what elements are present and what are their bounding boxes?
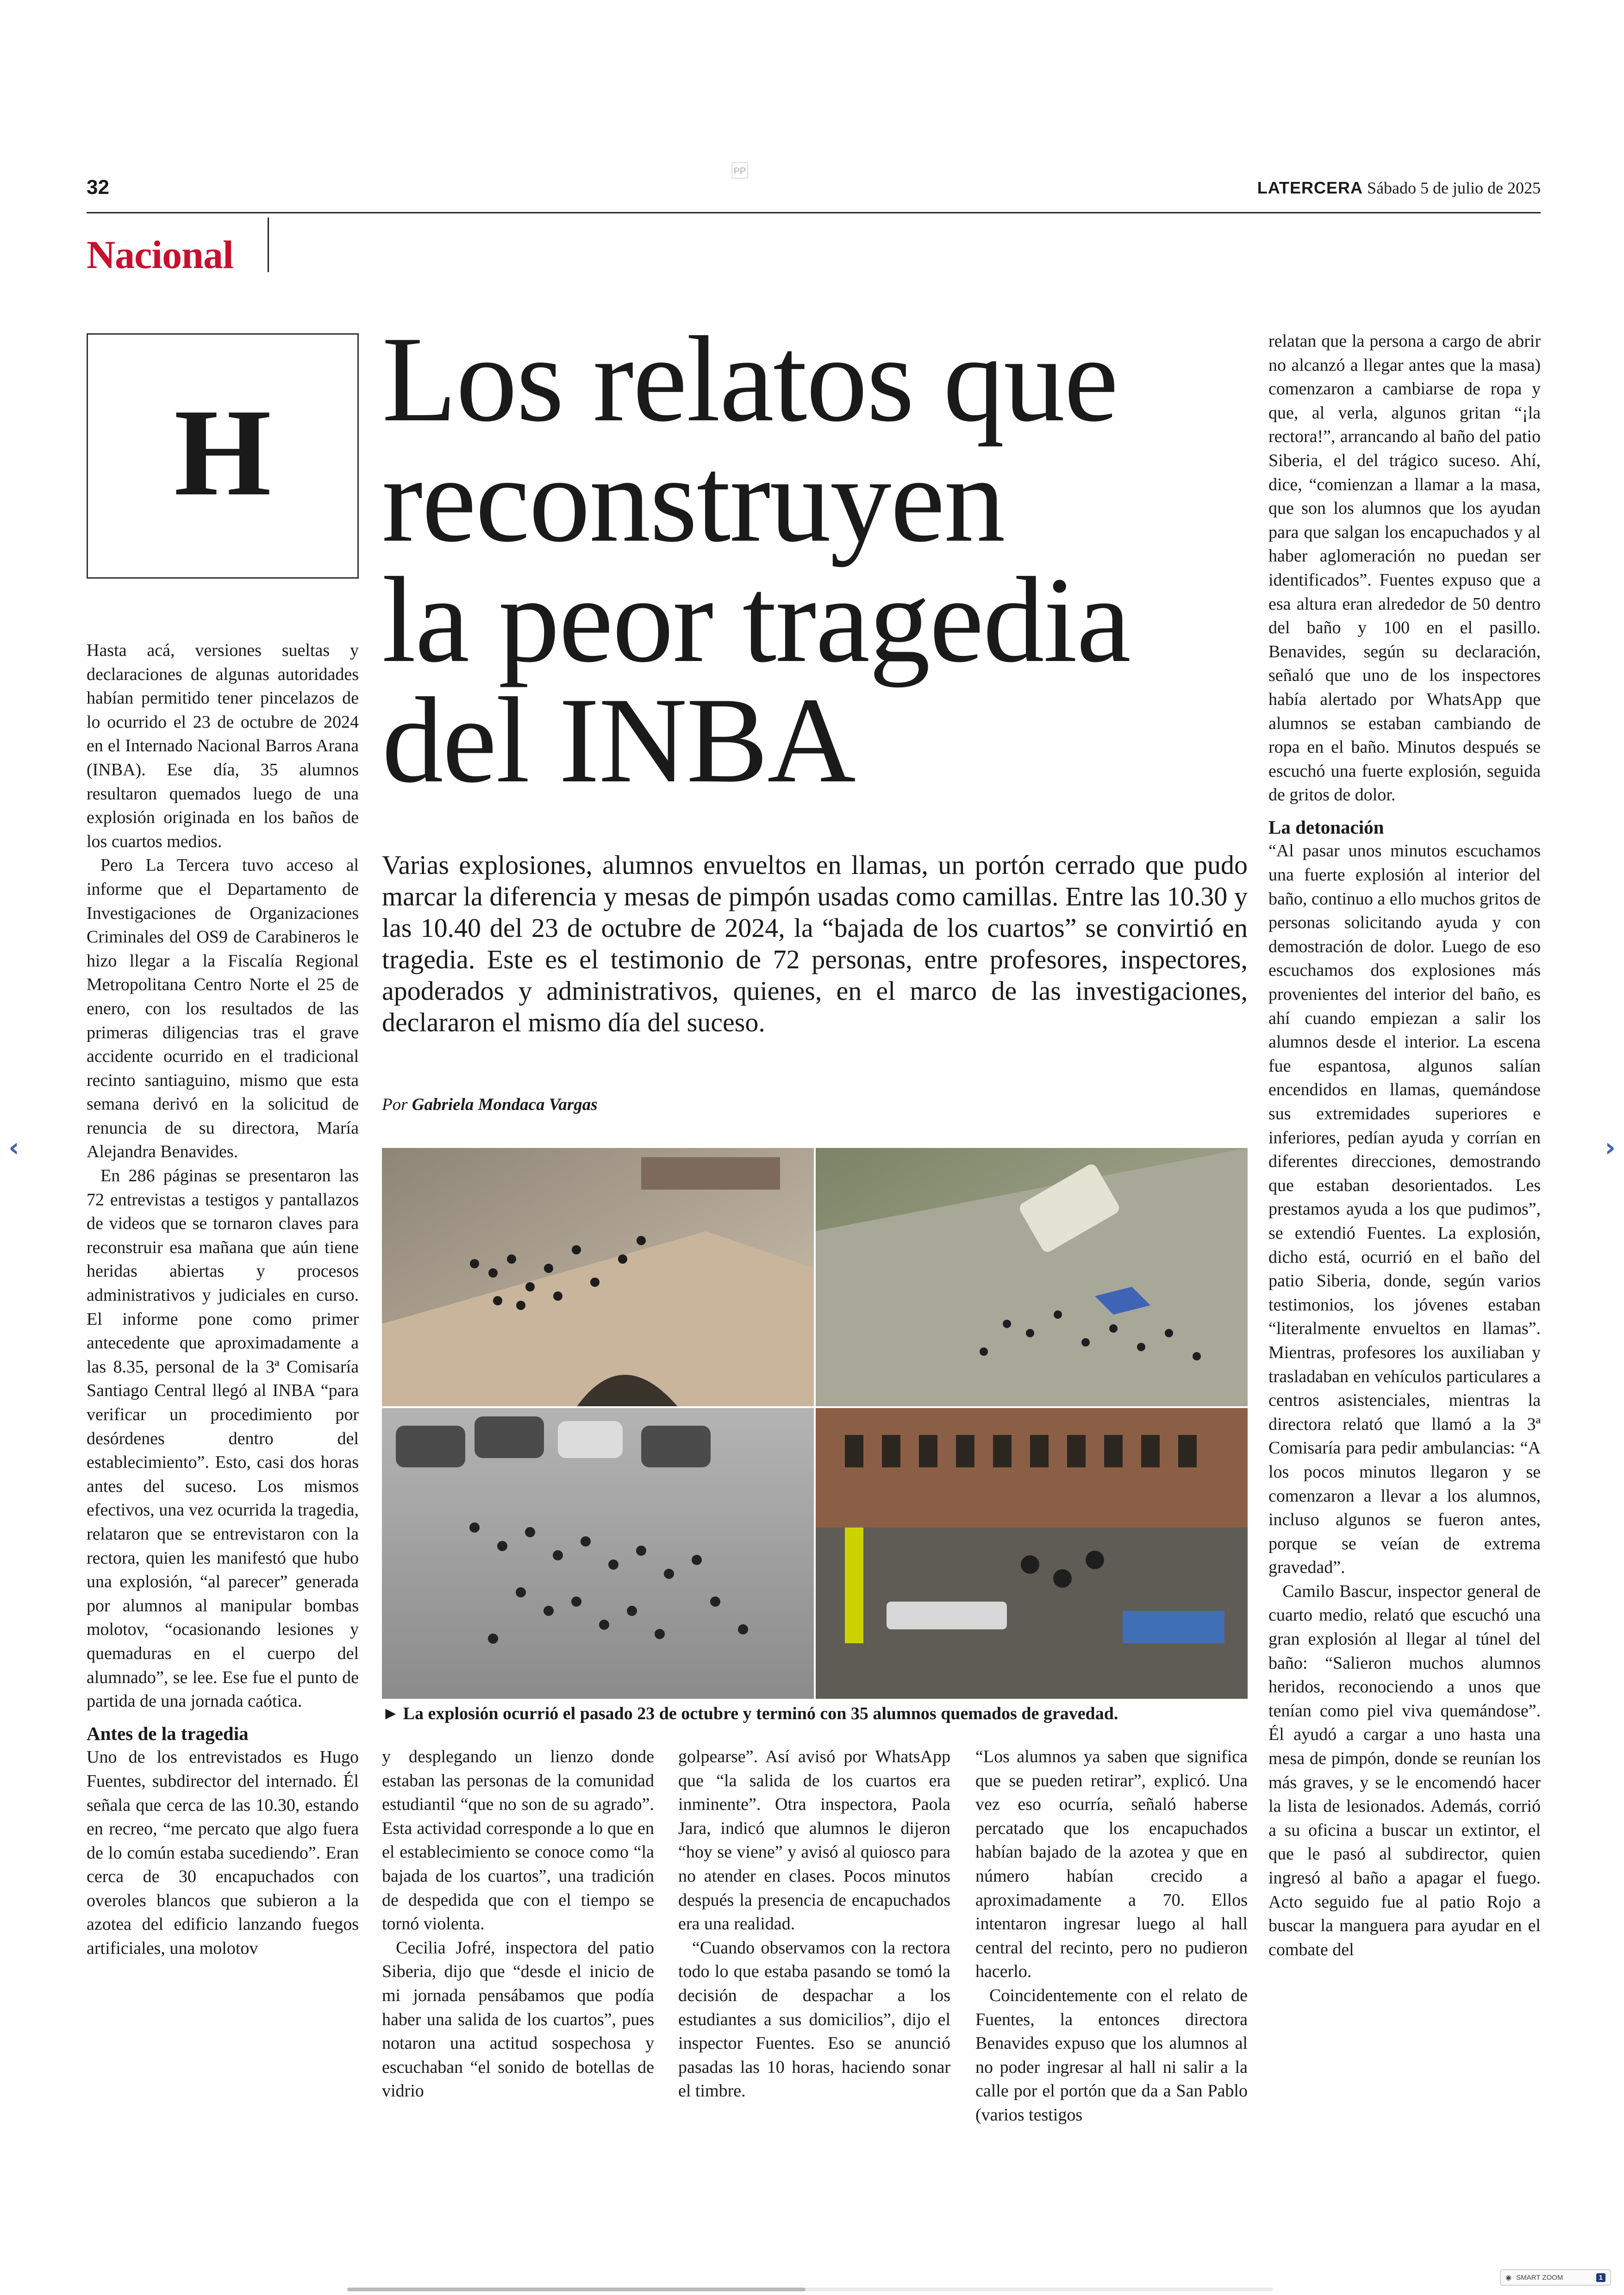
header-rule bbox=[87, 212, 1541, 213]
smart-zoom-button[interactable] bbox=[1500, 2269, 1611, 2286]
caption-text: La explosión ocurrió el pasado 23 de octubre y terminó con 35 alumnos quemados de gravedad. bbox=[403, 1704, 1118, 1723]
article-column-right bbox=[1268, 330, 1541, 1962]
subheading: Antes de la tragedia bbox=[87, 1722, 249, 1744]
caption-marker-icon: ► bbox=[382, 1704, 400, 1723]
section-divider bbox=[268, 218, 269, 272]
publication-dateline bbox=[1257, 178, 1541, 198]
paragraph: relatan que la persona a cargo de abrir no alcanzó a llegar antes que la masa) comenzaron a cambiarse de ropa y que, al verla, algunos gritan “¡la rectora!”, arrancando al baño del patio Siberia, el del trágico suceso. Ahí, dice, “comienzan a llamar a la masa, que son los alumnos que los ayudan para que salgan los encapuchados y al haber aglomeración no puedan ser identificados”. Fuentes expuso que a esa altura eran alrededor de 50 dentro del baño y 100 en el pasillo. Benavides, según su declaración, señaló que uno de los inspectores había alertado por WhatsApp que alumnos se estaban cambiando de ropa en el baño. Minutos después se escuchó una fuerte explosión, seguida de gritos de dolor. bbox=[1268, 331, 1541, 805]
page-count-badge: 1 bbox=[1596, 2273, 1605, 2282]
article-column-left bbox=[87, 639, 359, 1961]
subheading: La detonación bbox=[1268, 816, 1384, 838]
paragraph: Cecilia Jofré, inspectora del patio Siberia, dijo que “desde el inicio de mi jornada pensábamos que podía haber una salida de los cuartos”, pues notaron una actitud sospechosa y escuchaban “el sonido de botellas de vidrio bbox=[382, 1938, 654, 2101]
paragraph: Coincidentemente con el relato de Fuentes, la entonces directora Benavides expuso que los alumnos al no poder ingresar al hall ni salir a la calle por el portón que da a San Pablo (varios testigos bbox=[975, 1985, 1248, 2125]
paragraph: y desplegando un lienzo donde estaban las personas de la comunidad estudiantil “que no son de su agrado”. Esta actividad corresponde a lo que en el establecimiento se conoce como “la bajada de los cuartos”, una tradición de despedida que con el tiempo se tornó violenta. bbox=[382, 1747, 654, 1934]
newspaper-brand: LATERCERA bbox=[1257, 178, 1363, 197]
page-marker-icon: PP bbox=[731, 162, 748, 179]
byline bbox=[382, 1095, 598, 1115]
paragraph: “Al pasar unos minutos escuchamos una fuerte explosión al interior del baño, continuo a ello muchos gritos de personas solicitando ayuda y con demostración de dolor. Luego de eso escuchamos dos explosiones más provenientes del interior del baño, es ahí cuando empiezan a salir los alumnos desde el interior. La escena fue espantosa, algunos salían encendidos en llamas, quemándose sus extremidades superiores e inferiores, pedían ayuda y corrían en diferentes direcciones, demostrando que estaban desorientados. Les prestamos ayuda a los que pudimos”, se extendió Fuentes. La explosión, dicho está, ocurrió en el baño del patio Siberia, donde, según varios testimonios, los jóvenes estaban “literalmente envueltos en llamas”. Mientras, profesores los auxiliaban y trasladaban en vehículos particulares a centros asistenciales, mientras la directora relató que llamó a la 3ª Comisaría para pedir ambulancias: “A los pocos minutos llegaron y se comenzaron a llevar a los alumnos, incluso algunos se fueron antes, porque se veían de extrema gravedad”. bbox=[1268, 841, 1541, 1578]
paragraph: “Los alumnos ya saben que significa que se pueden retirar”, explicó. Una vez eso ocurría, señaló haberse percatado que los encapuchados habían bajado de la azotea y que en número habían crecido a aproximadamente a 70. Ellos intentaron ingresar luego al hall central del recinto, pero no pudieron hacerlo. bbox=[975, 1747, 1248, 1982]
article-column-bottom-2 bbox=[678, 1745, 950, 2103]
previous-page-icon[interactable]: ‹ bbox=[8, 1133, 19, 1163]
headline-line: del INBA bbox=[382, 673, 855, 808]
paragraph: Uno de los entrevistados es Hugo Fuentes, subdirector del internado. Él señala que cerca de las 10.30, estando en recreo, “me percato que algo fuera de lo común estaba sucediendo”. Eran cerca de 30 encapuchados con overoles blancos que subieron a la azotea del edificio lanzando fuegos artificiales, una molotov bbox=[87, 1747, 359, 1958]
byline-author: Gabriela Mondaca Vargas bbox=[412, 1095, 598, 1114]
eye-icon: ◉ bbox=[1505, 2274, 1512, 2282]
headline bbox=[382, 312, 1238, 808]
smart-zoom-label: SMART ZOOM bbox=[1516, 2273, 1563, 2282]
photo-caption bbox=[382, 1703, 1248, 1724]
paragraph: “Cuando observamos con la rectora todo lo que estaba pasando se tomó la decisión de despachar a los estudiantes a sus domicilios”, dijo el inspector Fuentes. Eso se anunció pasadas las 10 horas, haciendo sonar el timbre. bbox=[678, 1938, 950, 2101]
paragraph: golpearse”. Así avisó por WhatsApp que “la salida de los cuartos era inminente”. Otra inspectora, Paola Jara, indicó que alumnos le dijeron “hoy se viene” y avisó al quiosco para no atender en clases. Pocos minutos después la presencia de encapuchados era una realidad. bbox=[678, 1747, 950, 1934]
paragraph: En 286 páginas se presentaron las 72 entrevistas a testigos y pantallazos de videos que se tornaron claves para reconstruir esa mañana que aún tiene heridas abiertas y procesos administrativos y judiciales en curso. El informe pone como primer antecedente que aproximadamente a las 8.35, personal de la 3ª Comisaría Santiago Central llegó al INBA “para verificar un procedimiento por desórdenes dentro del establecimiento”. Esto, casi dos horas antes del suceso. Los mismos efectivos, una vez ocurrida la tragedia, relataron que se entrevistaron con la rectora, quien les manifestó que hubo una explosión, “al parecer” generada por alumnos al manipular bombas molotov, “ocasionando lesiones y quemaduras en el cuerpo del alumnado”, se lee. Ese fue el punto de partida de una jornada caótica. bbox=[87, 1166, 359, 1711]
photo-collage bbox=[382, 1148, 1248, 1699]
section-label: Nacional bbox=[87, 232, 233, 277]
page-number: 32 bbox=[87, 176, 109, 199]
initial-letter: H bbox=[174, 383, 271, 522]
byline-prefix: Por bbox=[382, 1095, 408, 1114]
headline-line: la peor tragedia bbox=[382, 552, 1130, 688]
publication-date: Sábado 5 de julio de 2025 bbox=[1367, 179, 1541, 197]
paragraph: Hasta acá, versiones sueltas y declaraciones de algunas autoridades habían permitido tener pincelazos de lo ocurrido el 23 de octubre de 2024 en el Internado Nacional Barros Arana (INBA). Ese día, 35 alumnos resultaron quemados luego de una explosión originada en los baños de los cuartos medios. bbox=[87, 641, 359, 851]
initial-letter-box bbox=[87, 333, 359, 579]
next-page-icon[interactable]: › bbox=[1605, 1133, 1616, 1163]
headline-line: Los relatos que bbox=[382, 312, 1118, 447]
lede: Varias explosiones, alumnos envueltos en llamas, un portón cerrado que pudo marcar la diferencia y mesas de pimpón usadas como camillas. Entre las 10.30 y las 10.40 del 23 de octubre de 2024, la “bajada de los cuartos” se convirtió en tragedia. Este es el testimonio de 72 personas, entre profesores, inspectores, apoderados y administrativos, quienes, en el marco de las investigaciones, declararon el mismo día del suceso. bbox=[382, 850, 1248, 1037]
article-column-bottom-3 bbox=[975, 1745, 1248, 2127]
scrollbar-thumb[interactable] bbox=[347, 2288, 806, 2291]
paragraph: Camilo Bascur, inspector general de cuarto medio, relató que escuchó una gran explosión al llegar al túnel del baño: “Salieron muchos alumnos heridos, reconociendo a unos que tenían como piel viva quemándose”. Él ayudó a cargar a uno hasta una mesa de pimpón, donde se reunían los más graves, y se le encomendó hacer la lista de lesionados. Además, corrió a su oficina a buscar un extintor, el que le pasó al subdirector, quien ingresó al baño a apagar el fuego. Acto seguido fue al patio Rojo a buscar la manguera para ayudar en el combate del bbox=[1268, 1581, 1541, 1959]
article-column-bottom-1 bbox=[382, 1745, 654, 2103]
headline-line: reconstruyen bbox=[382, 432, 1005, 568]
paragraph: Pero La Tercera tuvo acceso al informe que el Departamento de Investigaciones de Organizaciones Criminales del OS9 de Carabineros le hizo llegar a la Fiscalía Regional Metropolitana Centro Norte el 25 de enero, con los resultados de las primeras diligencias tras el grave accidente ocurrido en el tradicional recinto santiaguino, mismo que esta semana derivó en la solicitud de renuncia de su directora, María Alejandra Benavides. bbox=[87, 855, 359, 1162]
photo-collage-image bbox=[382, 1148, 1248, 1699]
